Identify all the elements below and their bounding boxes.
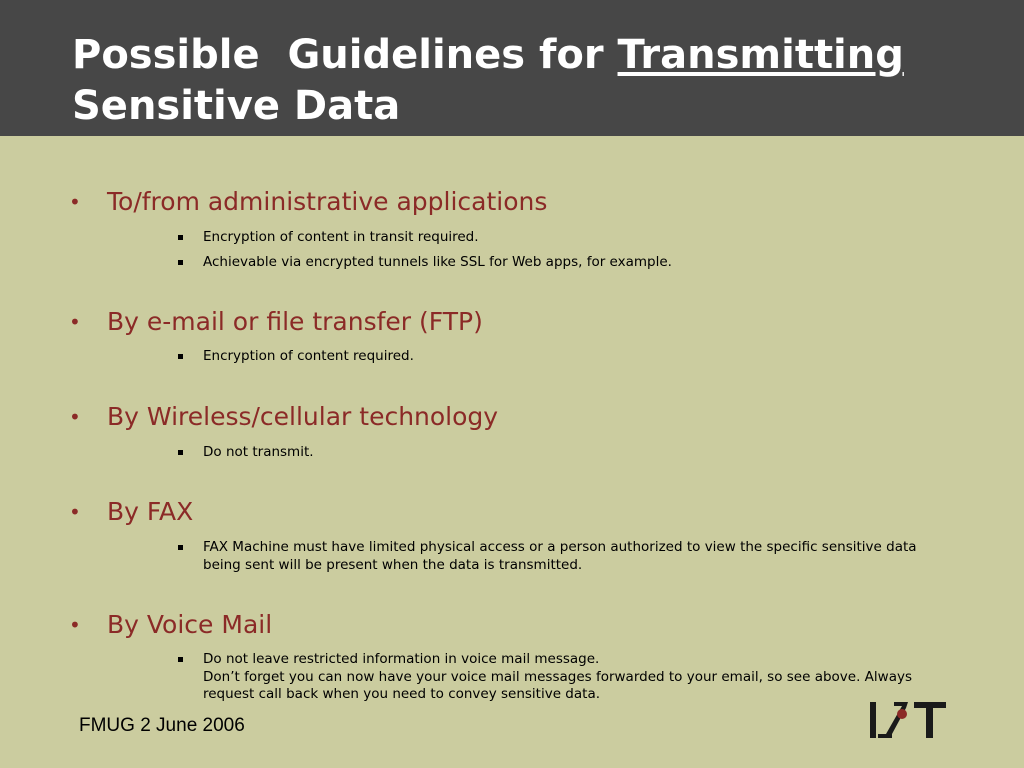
sub-bullet xyxy=(203,651,973,704)
bullet-email-ftp xyxy=(69,307,483,337)
bullet-dot-icon: • xyxy=(69,405,81,429)
bullet-dot-icon: • xyxy=(69,310,81,334)
sub-bullet-text: Encryption of content required. xyxy=(203,348,414,364)
sub-bullet xyxy=(203,229,973,247)
bullet-fax xyxy=(69,497,194,527)
sub-bullet-text: FAX Machine must have limited physical access or a person authorized to view the specific sensitive data xyxy=(203,539,917,555)
sub-bullet xyxy=(203,254,973,272)
bullet-dot-icon: • xyxy=(69,500,81,524)
bullet-voice-mail xyxy=(69,610,273,640)
square-bullet-icon xyxy=(178,545,183,550)
bullet-label: By Wireless/cellular technology xyxy=(107,402,499,431)
square-bullet-icon xyxy=(178,450,183,455)
bullet-admin-apps xyxy=(69,187,548,217)
title-prefix: Possible Guidelines for xyxy=(72,32,618,78)
bullet-wireless xyxy=(69,402,499,432)
bullet-label: To/from administrative applications xyxy=(107,187,548,216)
sub-bullet-text: Achievable via encrypted tunnels like SSL for Web apps, for example. xyxy=(203,254,672,270)
bullet-label: By FAX xyxy=(107,497,194,526)
sub-bullet-text: request call back when you need to convey sensitive data. xyxy=(203,686,601,702)
sub-bullet-text: Don’t forget you can now have your voice mail messages forwarded to your email, so see above. Always xyxy=(203,668,913,685)
sub-bullet xyxy=(203,444,973,462)
square-bullet-icon xyxy=(178,260,183,265)
sub-bullet-text: Encryption of content in transit required. xyxy=(203,229,479,245)
sub-bullet xyxy=(203,348,973,366)
bullet-label: By Voice Mail xyxy=(107,610,273,639)
square-bullet-icon xyxy=(178,354,183,359)
bullet-label: By e-mail or file transfer (FTP) xyxy=(107,307,483,336)
bullet-dot-icon: • xyxy=(69,613,81,637)
sub-bullet-text: Do not transmit. xyxy=(203,444,314,460)
title-line-2: Sensitive Data xyxy=(72,83,401,129)
footer-text: FMUG 2 June 2006 xyxy=(79,715,245,736)
square-bullet-icon xyxy=(178,235,183,240)
sub-bullet-text: Do not leave restricted information in voice mail message. xyxy=(203,651,600,667)
sub-bullet-text: being sent will be present when the data is transmitted. xyxy=(203,556,583,573)
sub-bullet xyxy=(203,539,973,574)
square-bullet-icon xyxy=(178,657,183,662)
title-underlined-word: Transmitting xyxy=(617,32,904,78)
ist-logo xyxy=(868,700,948,738)
bullet-dot-icon: • xyxy=(69,190,81,214)
